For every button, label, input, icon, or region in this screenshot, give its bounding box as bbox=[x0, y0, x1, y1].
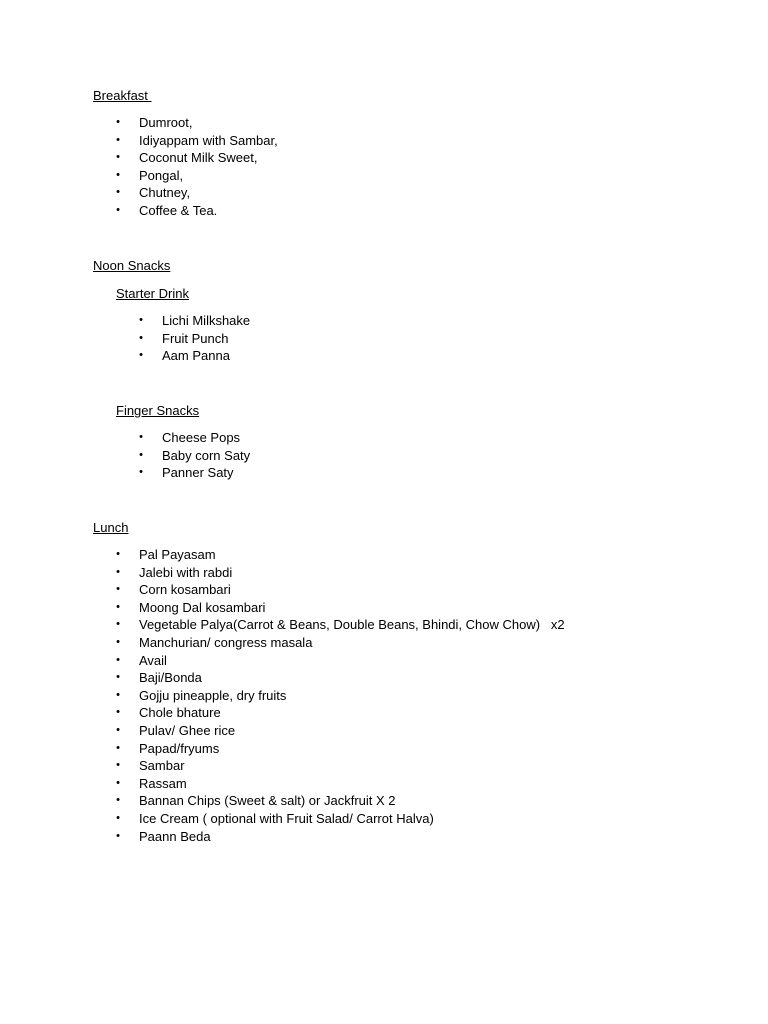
list-item-text: Baby corn Saty bbox=[162, 447, 251, 463]
bullet-icon: • bbox=[139, 466, 143, 479]
starter-drink-heading: Starter Drink bbox=[116, 286, 189, 301]
list-item-text: Gojju pineapple, dry fruits bbox=[139, 687, 287, 703]
list-item-text: Panner Saty bbox=[162, 465, 234, 481]
bullet-icon: • bbox=[116, 583, 120, 596]
list-item-text: Lichi Milkshake bbox=[162, 313, 251, 328]
bullet-icon: • bbox=[116, 618, 120, 631]
list-item-text: Idiyappam with Sambar, bbox=[139, 132, 278, 148]
bullet-icon: • bbox=[116, 671, 120, 684]
list-item-text: Ice Cream ( optional with Fruit Salad/ Carrot Halva) bbox=[139, 810, 434, 826]
list-item-text: Rassam bbox=[139, 775, 187, 791]
list-item-text: Corn kosambari bbox=[139, 582, 231, 598]
bullet-icon: • bbox=[116, 600, 120, 613]
bullet-icon: • bbox=[116, 116, 120, 128]
list-item-text: Moong Dal kosambari bbox=[139, 599, 266, 615]
bullet-icon: • bbox=[116, 151, 120, 164]
bullet-icon: • bbox=[116, 741, 120, 754]
list-item-text: Bannan Chips (Sweet & salt) or Jackfruit X 2 bbox=[139, 793, 396, 809]
bullet-icon: • bbox=[139, 431, 143, 443]
list-item-text: Cheese Pops bbox=[162, 430, 241, 445]
bullet-icon: • bbox=[116, 565, 120, 578]
bullet-icon: • bbox=[139, 448, 143, 461]
bullet-icon: • bbox=[116, 811, 120, 824]
list-item-text: Fruit Punch bbox=[162, 330, 229, 346]
list-item-text: Aam Panna bbox=[162, 348, 230, 364]
bullet-icon: • bbox=[116, 759, 120, 772]
bullet-icon: • bbox=[116, 776, 120, 789]
bullet-icon: • bbox=[116, 133, 120, 146]
finger-snacks-heading: Finger Snacks bbox=[116, 403, 200, 418]
list-item-text: Baji/Bonda bbox=[139, 670, 202, 686]
bullet-icon: • bbox=[116, 548, 120, 560]
bullet-icon: • bbox=[116, 653, 120, 666]
bullet-icon: • bbox=[116, 829, 120, 842]
bullet-icon: • bbox=[116, 794, 120, 807]
list-item-text: Chole bhature bbox=[139, 705, 221, 721]
list-item-text: Sambar bbox=[139, 758, 185, 774]
list-item-text: Manchurian/ congress masala bbox=[139, 634, 313, 650]
list-item-text: Chutney, bbox=[139, 185, 191, 201]
bullet-icon: • bbox=[116, 203, 120, 216]
bullet-icon: • bbox=[116, 723, 120, 736]
list-item-text: Paann Beda bbox=[139, 828, 211, 844]
list-item-text: Coconut Milk Sweet, bbox=[139, 150, 258, 166]
list-item-text: Pongal, bbox=[139, 167, 184, 183]
bullet-icon: • bbox=[139, 349, 143, 362]
list-item-text: Vegetable Palya(Carrot & Beans, Double Beans, Bhindi, Chow Chow) x2 bbox=[139, 617, 565, 633]
list-item-text: Pal Payasam bbox=[139, 547, 216, 562]
bullet-icon: • bbox=[116, 706, 120, 719]
list-item-text: Coffee & Tea. bbox=[139, 202, 218, 218]
bullet-icon: • bbox=[116, 688, 120, 701]
breakfast-heading: Breakfast bbox=[93, 88, 152, 103]
list-item-text: Avail bbox=[139, 652, 167, 668]
noon-snacks-heading: Noon Snacks bbox=[93, 258, 171, 273]
list-item-text: Pulav/ Ghee rice bbox=[139, 722, 236, 738]
list-item-text: Jalebi with rabdi bbox=[139, 564, 233, 580]
list-item-text: Dumroot, bbox=[139, 115, 193, 130]
bullet-icon: • bbox=[116, 168, 120, 181]
bullet-icon: • bbox=[116, 186, 120, 199]
list-item-text: Papad/fryums bbox=[139, 740, 220, 756]
lunch-heading: Lunch bbox=[93, 520, 129, 535]
bullet-icon: • bbox=[139, 314, 143, 326]
bullet-icon: • bbox=[139, 331, 143, 344]
bullet-icon: • bbox=[116, 635, 120, 648]
